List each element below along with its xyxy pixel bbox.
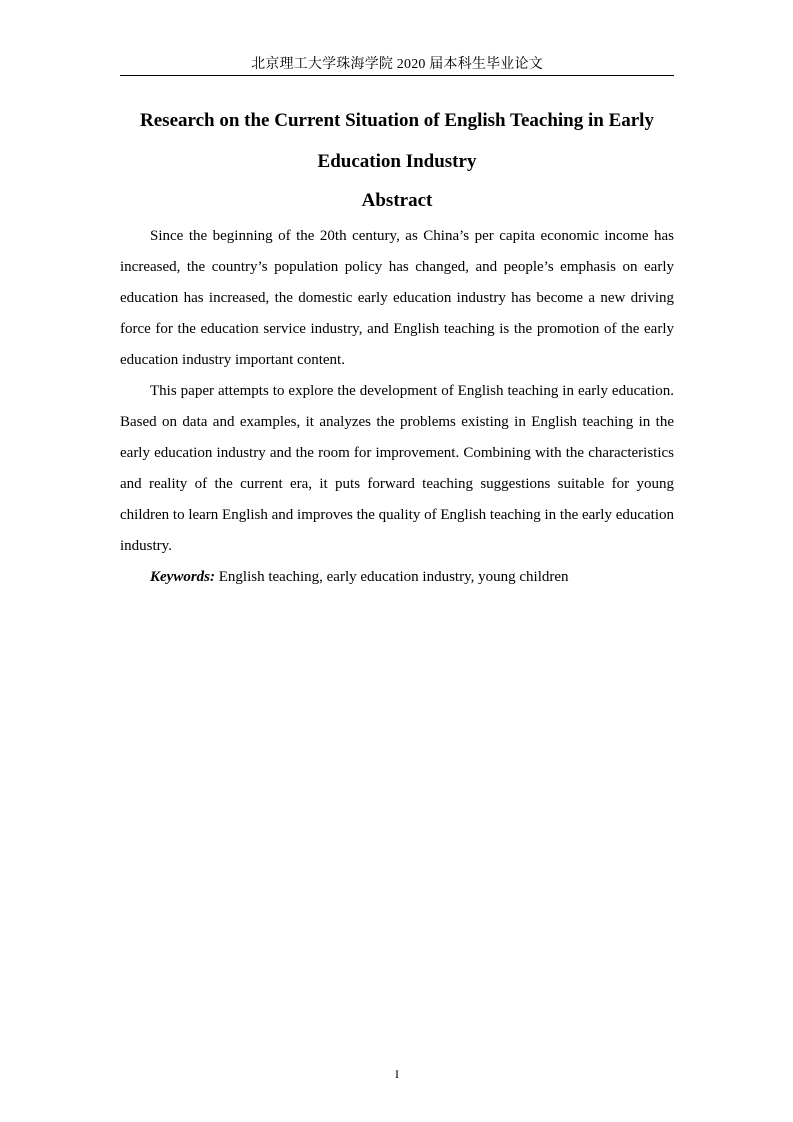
keywords-label: Keywords: <box>150 569 215 585</box>
abstract-paragraph-1: Since the beginning of the 20th century, as China’s per capita economic income has increased, the country’s population policy has changed, and people’s emphasis on early education has increased, the domestic early education industry has become a new driving force for the education service industry, and English teaching is the promotion of the early education industry important content. <box>120 228 674 368</box>
page-number: I <box>395 1067 399 1081</box>
abstract-body <box>120 221 674 593</box>
keywords-line <box>120 562 674 593</box>
header-rule <box>120 75 674 76</box>
keywords-text: English teaching, early education industry, young children <box>215 569 569 585</box>
abstract-paragraph-2: This paper attempts to explore the development of English teaching in early education. Based on data and examples, it analyzes the problems existing in English teaching in the early education industry and the room for improvement. Combining with the characteristics and reality of the current era, it puts forward teaching suggestions suitable for young children to learn English and improves the quality of English teaching in the early education industry. <box>120 383 675 554</box>
abstract-heading: Abstract <box>361 190 433 211</box>
paper-title: Research on the Current Situation of English Teaching in Early Education Industry <box>140 110 654 172</box>
running-header: 北京理工大学珠海学院 2020 届本科生毕业论文 <box>251 57 543 72</box>
